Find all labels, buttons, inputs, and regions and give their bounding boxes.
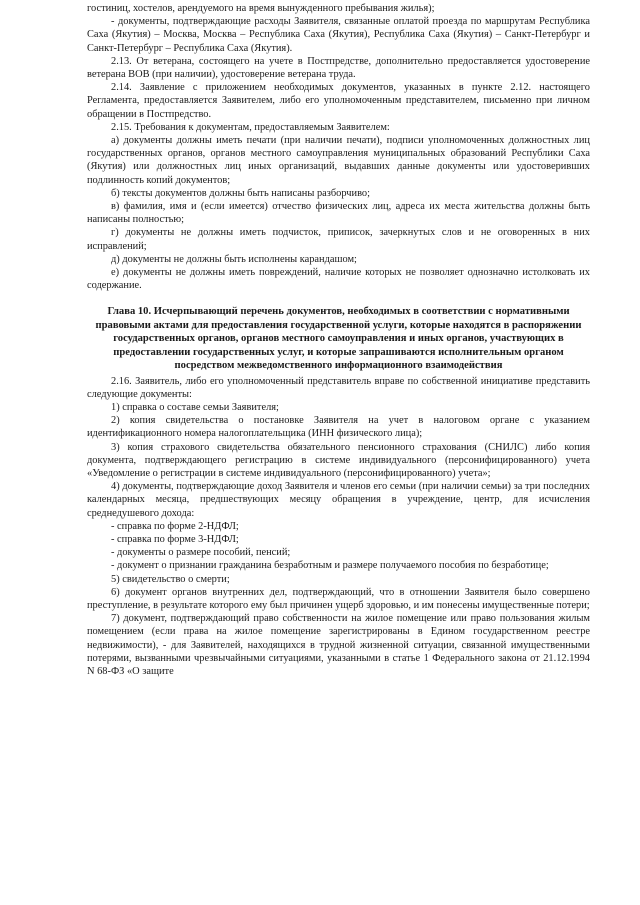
paragraph: е) документы не должны иметь повреждений, наличие которых не позволяет однозначно истолковать их содержание. bbox=[87, 267, 590, 292]
paragraph: 2) копия свидетельства о постановке Заявителя на учет в налоговом органе с указанием идентификационного номера налогоплательщика (ИНН физического лица); bbox=[87, 415, 590, 440]
text-block-documents bbox=[87, 375, 590, 679]
text-block-requirements bbox=[87, 2, 590, 292]
paragraph: - документы, подтверждающие расходы Заявителя, связанные оплатой проезда по маршрутам Республика Саха (Якутия) – Москва, Москва – Республика Саха (Якутия), Республика Саха (Якутия) – Санкт-Петербург и Санкт-Петербург – Республика Саха (Якутия). bbox=[87, 16, 590, 54]
paragraph: 2.14. Заявление с приложением необходимых документов, указанных в пункте 2.12. настоящего Регламента, предоставляется Заявителем, либо его уполномоченным представителем, письменно при личном обращении в Постпредство. bbox=[87, 82, 590, 120]
paragraph: - справка по форме 3-НДФЛ; bbox=[111, 533, 239, 545]
paragraph: д) документы не должны быть исполнены карандашом; bbox=[111, 253, 357, 265]
paragraph: 4) документы, подтверждающие доход Заявителя и членов его семьи (при наличии семьи) за три последних календарных месяца, предшествующих месяцу обращения в учреждение, центр, для исчисления среднедушевого дохода: bbox=[87, 481, 590, 519]
paragraph: гостиниц, хостелов, арендуемого на время вынужденного пребывания жилья); bbox=[87, 3, 435, 14]
paragraph: г) документы не должны иметь подчисток, приписок, зачеркнутых слов и не оговоренных в них исправлений; bbox=[87, 227, 590, 252]
paragraph: а) документы должны иметь печати (при наличии печати), подписи уполномоченных должностных лиц государственных органов, органов местного самоуправления муниципальных образований Республики Саха (Якутия) или должностных лиц иных организаций, выдавших данные документы или удостоверивших подлинность копий документов; bbox=[87, 135, 590, 186]
paragraph: 2.16. Заявитель, либо его уполномоченный представитель вправе по собственной инициативе представить следующие документы: bbox=[87, 375, 590, 400]
paragraph: в) фамилия, имя и (если имеется) отчество физических лиц, адреса их места жительства должны быть написаны полностью; bbox=[87, 201, 590, 226]
paragraph: - документ о признании гражданина безработным и размере получаемого пособия по безработице; bbox=[111, 560, 549, 572]
paragraph: - документы о размере пособий, пенсий; bbox=[111, 547, 291, 559]
paragraph: 1) справка о составе семьи Заявителя; bbox=[111, 401, 279, 413]
paragraph: б) тексты документов должны быть написаны разборчиво; bbox=[111, 187, 370, 199]
paragraph: 3) копия страхового свидетельства обязательного пенсионного страхования (СНИЛС) либо копия документа, подтверждающего регистрацию в системе индивидуального (персонифицированного) учета «Уведомление о регистрации в системе индивидуального (персонифицированного) учета»; bbox=[87, 441, 590, 479]
paragraph: 5) свидетельство о смерти; bbox=[111, 573, 230, 585]
paragraph: 7) документ, подтверждающий право собственности на жилое помещение или право пользования жилым помещением (если права на жилое помещение зарегистрированы в Едином государственном реестре недвижимости), - для Заявителей, находящихся в трудной жизненной ситуации, связанной имущественными потерями, вызванными чрезвычайными ситуациями, указанными в статье 1 Федерального закона от 21.12.1994 N 68-ФЗ «О защите bbox=[87, 613, 590, 677]
chapter-heading: Глава 10. Исчерпывающий перечень документов, необходимых в соответствии с нормативными правовыми актами для предоставления государственной услуги, которые находятся в распоряжении государственных органов, органов местного самоуправления и иных органов, участвующих в предоставлении государственных услуг, и которые запрашиваются исполнительным органом посредством межведомственного информационного взаимодействия bbox=[95, 306, 582, 372]
paragraph: 6) документ органов внутренних дел, подтверждающий, что в отношении Заявителя было совершено преступление, в результате которого ему был причинен ущерб здоровью, и им понесены имущественные потери; bbox=[87, 586, 590, 611]
paragraph: - справка по форме 2-НДФЛ; bbox=[111, 520, 239, 532]
paragraph: 2.15. Требования к документам, предоставляемым Заявителем: bbox=[111, 121, 390, 133]
paragraph: 2.13. От ветерана, состоящего на учете в Постпредстве, дополнительно предоставляется удостоверение ветерана ВОВ (при наличии), удостоверение ветерана труда. bbox=[87, 55, 590, 81]
